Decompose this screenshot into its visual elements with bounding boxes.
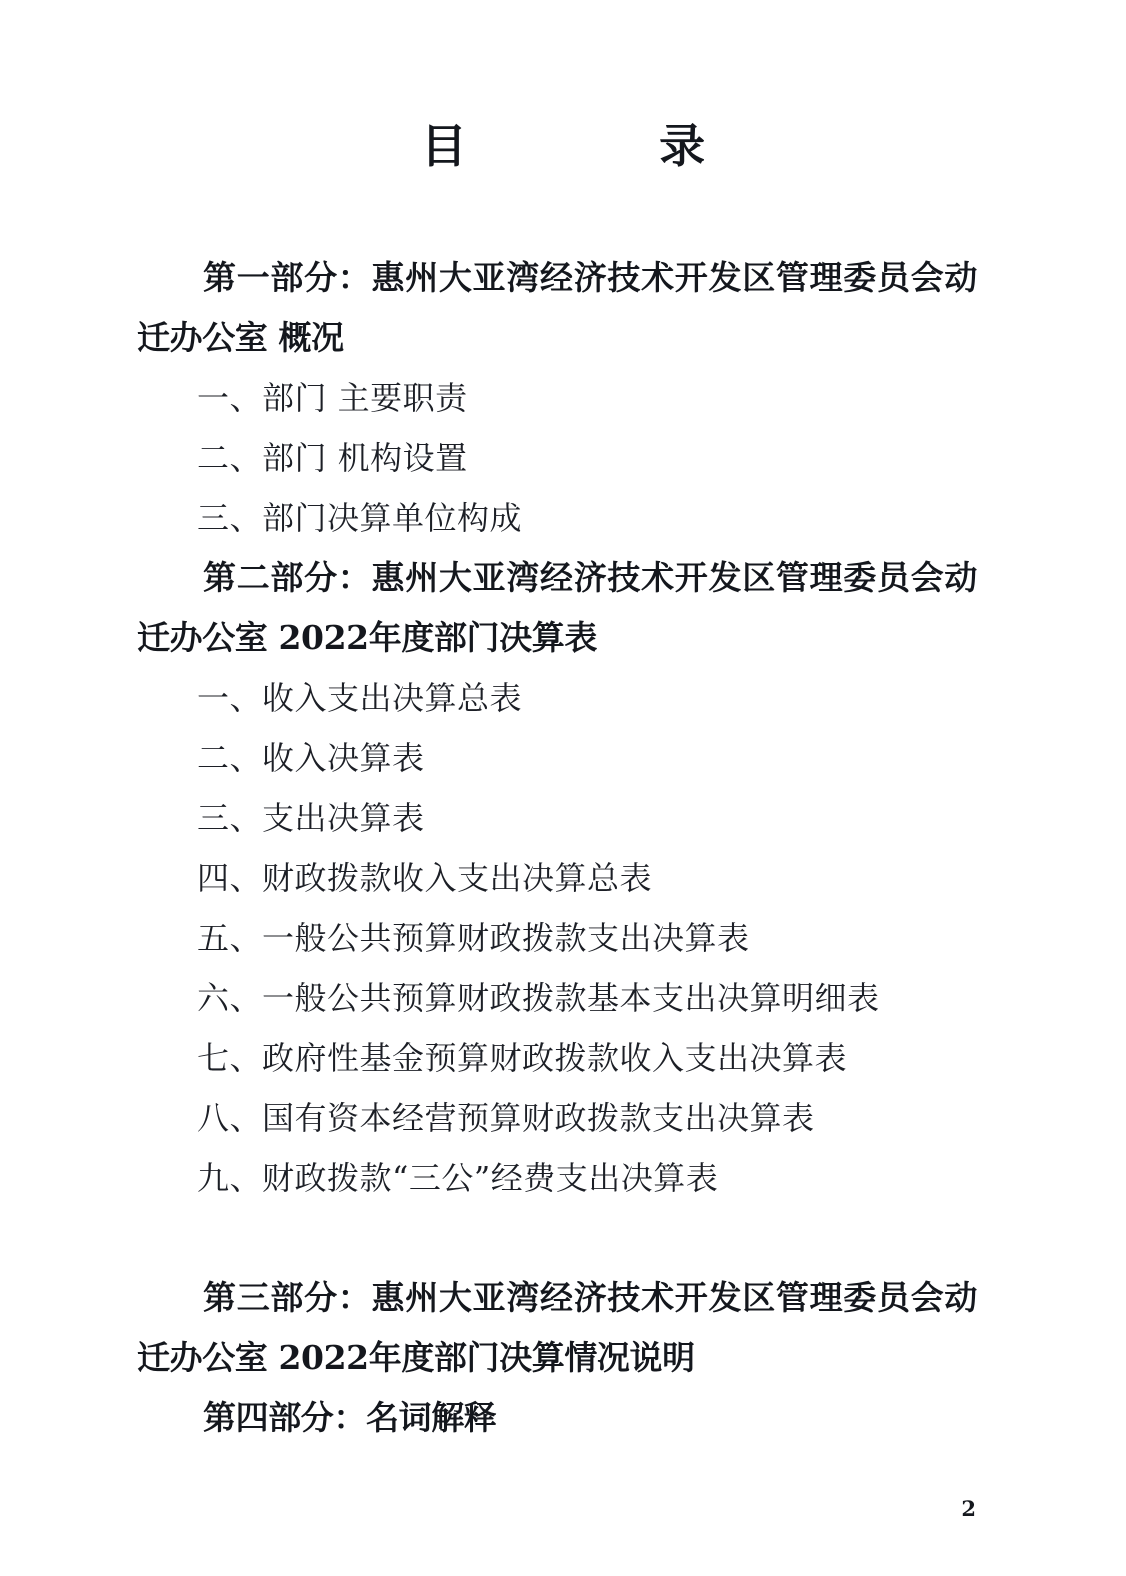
toc-item-1-2[interactable]: 二、部门 机构设置 (197, 439, 468, 477)
toc-part-heading-1[interactable]: 第一部分：惠州大亚湾经济技术开发区管理委员会动迁办公室 概况 (137, 258, 977, 357)
toc-item-2-3[interactable]: 三、支出决算表 (197, 799, 425, 837)
table-of-contents (137, 248, 977, 1448)
toc-item-2-9[interactable]: 九、财政拨款“三公”经费支出决算表 (197, 1159, 719, 1197)
paragraph-spacer (137, 1208, 977, 1268)
page-number: 2 (961, 1496, 976, 1521)
toc-item-2-4[interactable]: 四、财政拨款收入支出决算总表 (197, 859, 653, 897)
toc-item-2-7[interactable]: 七、政府性基金预算财政拨款收入支出决算表 (197, 1039, 848, 1077)
toc-item-2-1[interactable]: 一、收入支出决算总表 (197, 679, 523, 717)
toc-item-1-3[interactable]: 三、部门决算单位构成 (197, 499, 523, 537)
toc-part-heading-4[interactable]: 第四部分：名词解释 (203, 1398, 497, 1437)
toc-part-heading-3[interactable]: 第三部分：惠州大亚湾经济技术开发区管理委员会动迁办公室 2022年度部门决算情况说明 (137, 1278, 977, 1377)
page-title: 目 录 (420, 119, 706, 173)
toc-item-2-6[interactable]: 六、一般公共预算财政拨款基本支出决算明细表 (197, 979, 880, 1017)
toc-item-2-5[interactable]: 五、一般公共预算财政拨款支出决算表 (197, 919, 750, 957)
toc-part-heading-2[interactable]: 第二部分：惠州大亚湾经济技术开发区管理委员会动迁办公室 2022年度部门决算表 (137, 558, 977, 657)
toc-item-1-1[interactable]: 一、部门 主要职责 (197, 379, 468, 417)
toc-item-2-8[interactable]: 八、国有资本经营预算财政拨款支出决算表 (197, 1099, 815, 1137)
toc-item-2-2[interactable]: 二、收入决算表 (197, 739, 425, 777)
